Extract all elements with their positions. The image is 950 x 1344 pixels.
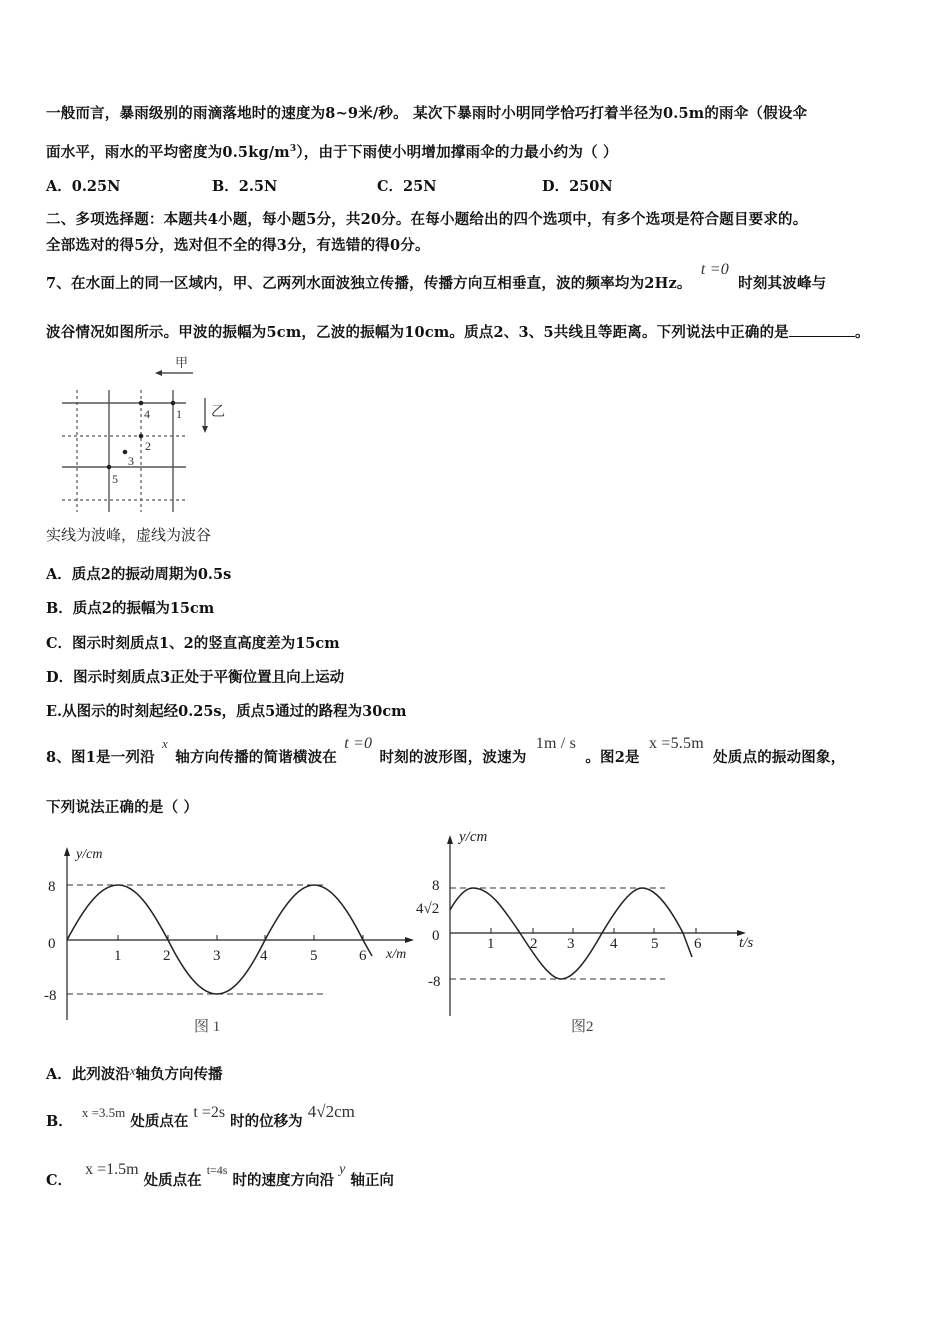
option-prefix: B． [46, 1113, 73, 1130]
point-label-5: 5 [112, 472, 118, 486]
wave-interference-diagram [46, 350, 246, 520]
x-tick-label-6: 6 [359, 948, 367, 964]
q7-stem-text-end: 时刻其波峰与 [738, 275, 827, 292]
q7-option-c[interactable]: C．图示时刻质点1、2的竖直高度差为15cm [46, 635, 340, 652]
period: 。 [854, 324, 870, 341]
option-text: 处质点在 [130, 1113, 189, 1130]
chart-figure-2-vibration [410, 820, 770, 1045]
x-tick-label-5: 5 [310, 948, 318, 964]
x-tick-label-3: 3 [213, 948, 221, 964]
figure-2-title: 图2 [571, 1019, 594, 1035]
point-5 [107, 465, 112, 470]
arrowhead-left-icon [155, 370, 162, 376]
q8-stem-text: 时刻的波形图，波速为 [379, 749, 527, 766]
q7-option-e[interactable]: E.从图示的时刻起经0.25s，质点5通过的路程为30cm [46, 703, 407, 720]
option-text: 处质点在 [143, 1172, 202, 1189]
math-x-position: x =3.5m [81, 1105, 126, 1120]
q7-option-d[interactable]: D．图示时刻质点3正处于平衡位置且向上运动 [46, 669, 345, 686]
arrowhead-down-icon [202, 426, 208, 433]
q7-stem-line2 [46, 321, 870, 342]
q8-option-c[interactable] [46, 1161, 394, 1190]
superscript: 3 [289, 144, 297, 155]
math-t-equals-0 [344, 735, 372, 752]
y-axis-label: y/cm [76, 847, 103, 862]
y-tick-label-neg8: -8 [44, 988, 57, 1004]
math-displacement: 4√2cm [307, 1102, 355, 1121]
q6-stem-text: 面水平，雨水的平均密度为0.5kg/m [46, 144, 290, 161]
answer-blank[interactable] [789, 324, 855, 337]
point-label-2: 2 [145, 439, 151, 453]
x-ticks [491, 928, 696, 933]
option-prefix: C． [46, 1172, 73, 1189]
x-axis-label: x/m [386, 947, 407, 962]
q8-stem-text: 。图2是 [585, 749, 640, 766]
point-2 [139, 434, 144, 439]
wave-a-label: 甲 [175, 355, 189, 370]
q8-stem-line2: 下列说法正确的是（ ） [46, 799, 199, 816]
q7-stem-text: 7、在水面上的同一区域内，甲、乙两列水面波独立传播，传播方向互相垂直，波的频率均为2Hz。 [46, 275, 692, 292]
point-label-3: 3 [128, 454, 134, 468]
y-axis-label: y/cm [459, 829, 488, 845]
y-tick-label-neg8: -8 [428, 974, 441, 990]
x-tick-label-1: 1 [487, 936, 495, 952]
q7-option-a[interactable]: A．质点2的振动周期为0.5s [46, 566, 232, 583]
y-tick-label-8: 8 [48, 879, 56, 895]
option-text: 此列波沿 [71, 1066, 130, 1083]
q6-stem-line1: 一般而言，暴雨级别的雨滴落地时的速度为8~9米/秒。 某次下暴雨时小明同学恰巧打着半径为0.5m的雨伞（假设伞 [46, 105, 808, 122]
figure-1-title: 图 1 [194, 1019, 221, 1035]
x-tick-label-3: 3 [567, 936, 575, 952]
math-time: t=4s [206, 1163, 228, 1177]
math-t-equals-0 [701, 261, 729, 278]
q7-stem-text: 波谷情况如图所示。甲波的振幅为5cm，乙波的振幅为10cm。质点2、3、5共线且等距离。下列说法中正确的是 [46, 324, 789, 341]
wave-b-label: 乙 [211, 405, 225, 420]
section2-instructions-line1: 二、多项选择题：本题共4小题，每小题5分，共20分。在每小题给出的四个选项中，有多个选项是符合题目要求的。 [46, 211, 808, 228]
y-tick-label-0: 0 [48, 936, 56, 952]
math-x [162, 736, 168, 751]
math-x-position: x =5.5m [648, 735, 704, 752]
option-text: 时的位移为 [230, 1113, 303, 1130]
math-expression: t =0 [700, 261, 729, 278]
option-prefix: A． [46, 1066, 72, 1083]
math-wave-speed: 1m / s [535, 735, 577, 752]
math-expression: x [162, 736, 169, 751]
q7-stem-line1 [46, 261, 827, 293]
math-x-position: x =1.5m [85, 1161, 139, 1178]
q6-option-b[interactable]: B．2.5N [212, 178, 278, 195]
math-expression: x [129, 1063, 136, 1078]
x-tick-label-4: 4 [260, 948, 268, 964]
point-4 [139, 401, 144, 406]
q7-option-b[interactable]: B．质点2的振幅为15cm [46, 600, 215, 617]
q6-stem-text-end: ），由于下雨使小明增加撑雨伞的力最小约为（ ） [296, 144, 618, 161]
q6-option-a[interactable]: A．0.25N [46, 178, 121, 195]
y-axis-arrow-icon [64, 847, 70, 856]
q6-option-d[interactable]: D．250N [542, 178, 613, 195]
x-ticks [118, 935, 363, 940]
q8-option-a[interactable] [46, 1063, 223, 1084]
figure-caption: 实线为波峰，虚线为波谷 [46, 526, 212, 544]
y-tick-label-4root2: 4√2 [416, 901, 440, 917]
point-1 [171, 401, 176, 406]
point-label-1: 1 [176, 407, 182, 421]
x-axis-label: t/s [739, 935, 754, 951]
x-tick-label-2: 2 [163, 948, 171, 964]
chart-figure-1-waveform [40, 830, 420, 1045]
point-label-4: 4 [144, 407, 150, 421]
q8-stem-text: 轴方向传播的简谐横波在 [175, 749, 337, 766]
option-text: 轴负方向传播 [135, 1066, 223, 1083]
math-expression: y [339, 1162, 346, 1177]
x-tick-label-6: 6 [694, 936, 702, 952]
math-y [339, 1162, 345, 1177]
option-text: 轴正向 [350, 1172, 394, 1189]
point-3 [123, 450, 128, 455]
q6-option-c[interactable]: C．25N [377, 178, 437, 195]
y-axis-arrow-icon [447, 835, 453, 844]
q8-stem-text-end: 处质点的振动图象， [713, 749, 846, 766]
math-expression: t =0 [344, 735, 373, 752]
x-tick-label-1: 1 [114, 948, 122, 964]
y-tick-label-0: 0 [432, 928, 440, 944]
q8-stem-text: 8、图1是一列沿 [46, 749, 155, 766]
y-tick-label-8: 8 [432, 878, 440, 894]
q6-stem-line2 [46, 141, 618, 162]
x-tick-label-5: 5 [651, 936, 659, 952]
section2-instructions-line2: 全部选对的得5分，选对但不全的得3分，有选错的得0分。 [46, 237, 430, 254]
math-time: t =2s [193, 1104, 226, 1121]
q8-option-b[interactable] [46, 1102, 355, 1131]
math-x [130, 1063, 136, 1078]
q8-stem-line1 [46, 735, 846, 767]
option-text: 时的速度方向沿 [232, 1172, 335, 1189]
x-tick-label-4: 4 [610, 936, 618, 952]
x-tick-label-2: 2 [530, 936, 538, 952]
